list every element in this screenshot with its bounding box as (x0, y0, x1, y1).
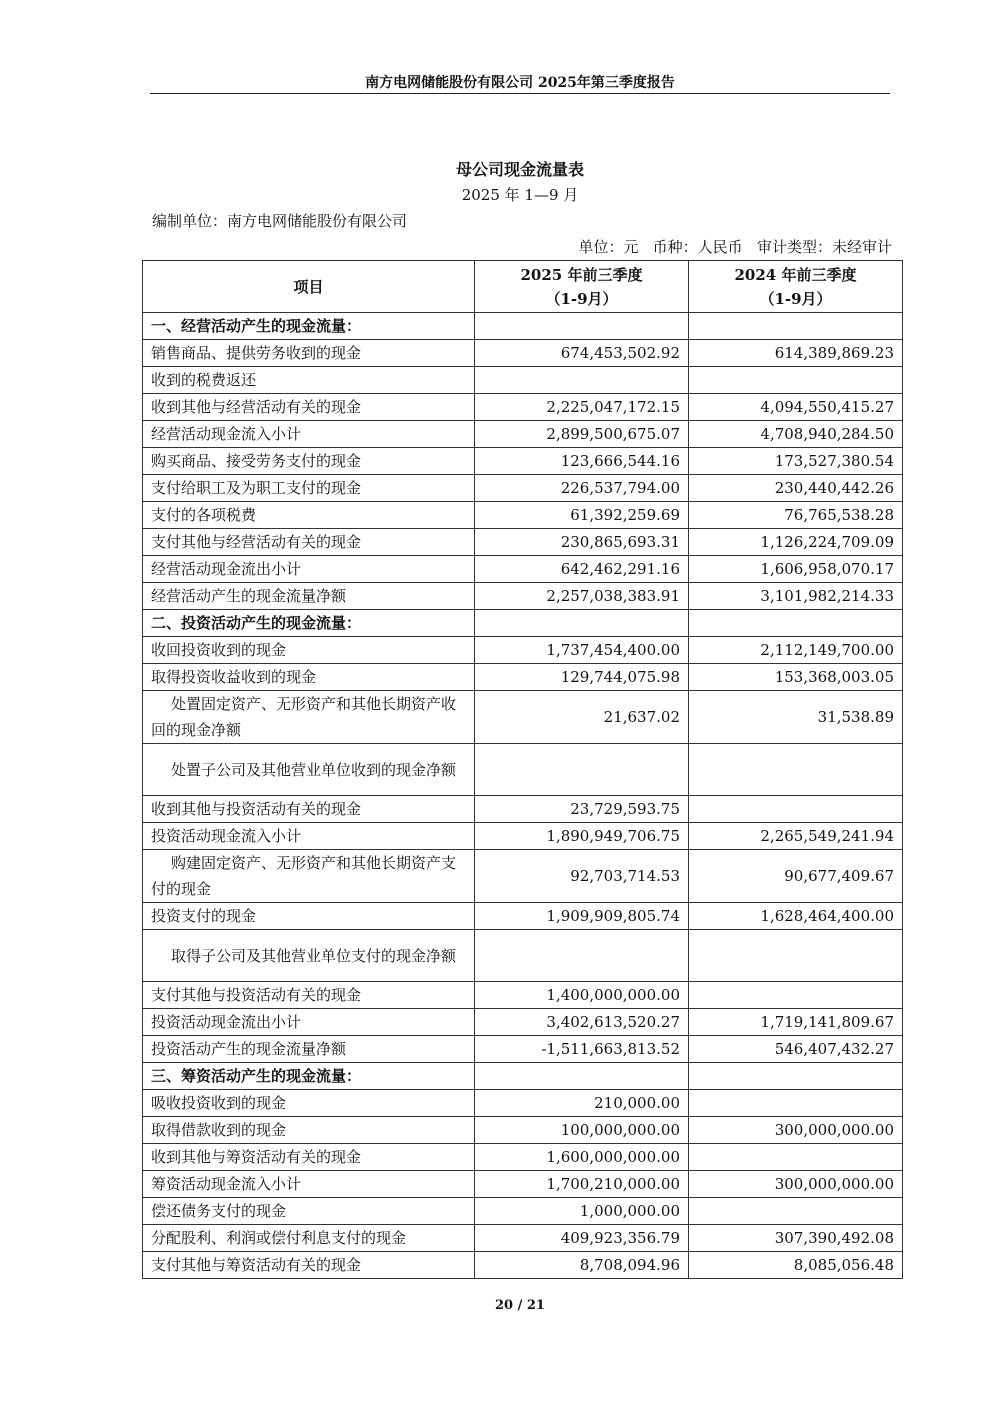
value-2025: 1,737,454,400.00 (475, 637, 689, 664)
row-label: 投资活动产生的现金流量净额 (143, 1036, 475, 1063)
row-label: 偿还债务支付的现金 (143, 1198, 475, 1225)
running-header: 南方电网储能股份有限公司 2025年第三季度报告 (365, 75, 675, 91)
table-row (143, 583, 903, 610)
row-label: 收到的税费返还 (143, 367, 475, 394)
table-row (143, 1171, 903, 1198)
table-row (143, 1009, 903, 1036)
table-row (143, 502, 903, 529)
table-row (143, 982, 903, 1009)
value-2025: 2,225,047,172.15 (475, 394, 689, 421)
row-label: 销售商品、提供劳务收到的现金 (143, 340, 475, 367)
row-label: 取得子公司及其他营业单位支付的现金净额 (143, 930, 475, 982)
value-2025: 210,000.00 (475, 1090, 689, 1117)
table-body (143, 313, 903, 1279)
value-2024 (689, 744, 903, 796)
header-item: 项目 (143, 261, 475, 313)
value-2024: 546,407,432.27 (689, 1036, 903, 1063)
table-row (143, 1036, 903, 1063)
value-2025: 61,392,259.69 (475, 502, 689, 529)
table-row (143, 313, 903, 340)
header-2024-title: 2024 年前三季度 (734, 265, 857, 284)
row-label: 经营活动产生的现金流量净额 (143, 583, 475, 610)
table-row (143, 529, 903, 556)
row-label: 支付其他与筹资活动有关的现金 (143, 1252, 475, 1279)
section-heading: 三、筹资活动产生的现金流量： (143, 1063, 475, 1090)
value-2025: 23,729,593.75 (475, 796, 689, 823)
value-2024: 300,000,000.00 (689, 1171, 903, 1198)
row-label: 处置固定资产、无形资产和其他长期资产收回的现金净额 (143, 691, 475, 744)
row-label: 支付其他与投资活动有关的现金 (143, 982, 475, 1009)
value-2024 (689, 610, 903, 637)
row-label: 投资支付的现金 (143, 903, 475, 930)
value-2024 (689, 1063, 903, 1090)
unit-currency-audit-line: 单位：元 币种：人民币 审计类型：未经审计 (578, 238, 892, 256)
row-label: 取得投资收益收到的现金 (143, 664, 475, 691)
row-label: 投资活动现金流出小计 (143, 1009, 475, 1036)
header-rule (150, 93, 890, 94)
header-2025 (475, 261, 689, 313)
value-2025: 226,537,794.00 (475, 475, 689, 502)
value-2025: 1,600,000,000.00 (475, 1144, 689, 1171)
row-label: 收回投资收到的现金 (143, 637, 475, 664)
value-2024: 307,390,492.08 (689, 1225, 903, 1252)
document-title: 母公司现金流量表 (455, 160, 584, 179)
table-row (143, 475, 903, 502)
row-label: 购买商品、接受劳务支付的现金 (143, 448, 475, 475)
value-2024: 76,765,538.28 (689, 502, 903, 529)
value-2025: 674,453,502.92 (475, 340, 689, 367)
row-label: 支付其他与经营活动有关的现金 (143, 529, 475, 556)
row-label: 处置子公司及其他营业单位收到的现金净额 (143, 744, 475, 796)
row-label: 购建固定资产、无形资产和其他长期资产支付的现金 (143, 850, 475, 903)
value-2024: 1,126,224,709.09 (689, 529, 903, 556)
value-2024: 31,538.89 (689, 691, 903, 744)
value-2025 (475, 930, 689, 982)
value-2024: 4,094,550,415.27 (689, 394, 903, 421)
value-2024: 90,677,409.67 (689, 850, 903, 903)
document-period: 2025 年 1—9 月 (461, 186, 579, 204)
value-2025 (475, 1063, 689, 1090)
value-2025: 100,000,000.00 (475, 1117, 689, 1144)
table-row (143, 823, 903, 850)
table-row (143, 340, 903, 367)
table-row (143, 556, 903, 583)
row-label: 吸收投资收到的现金 (143, 1090, 475, 1117)
row-label: 收到其他与投资活动有关的现金 (143, 796, 475, 823)
value-2025: 230,865,693.31 (475, 529, 689, 556)
value-2024: 4,708,940,284.50 (689, 421, 903, 448)
value-2024 (689, 930, 903, 982)
value-2024 (689, 1090, 903, 1117)
value-2025: 409,923,356.79 (475, 1225, 689, 1252)
header-2025-period: （1-9月） (545, 289, 618, 308)
value-2024: 230,440,442.26 (689, 475, 903, 502)
table-row (143, 903, 903, 930)
table-row (143, 448, 903, 475)
cash-flow-table (142, 260, 903, 1279)
value-2025 (475, 313, 689, 340)
value-2024 (689, 313, 903, 340)
value-2025: 3,402,613,520.27 (475, 1009, 689, 1036)
section-heading: 二、投资活动产生的现金流量： (143, 610, 475, 637)
header-2024 (689, 261, 903, 313)
value-2025: 1,700,210,000.00 (475, 1171, 689, 1198)
table-row (143, 744, 903, 796)
table-row (143, 637, 903, 664)
table-row (143, 1252, 903, 1279)
value-2025: 129,744,075.98 (475, 664, 689, 691)
value-2024 (689, 982, 903, 1009)
table-row (143, 421, 903, 448)
value-2025: 21,637.02 (475, 691, 689, 744)
value-2024: 8,085,056.48 (689, 1252, 903, 1279)
table-row (143, 610, 903, 637)
table-row (143, 1063, 903, 1090)
row-label: 收到其他与经营活动有关的现金 (143, 394, 475, 421)
value-2025: 1,400,000,000.00 (475, 982, 689, 1009)
table-row (143, 367, 903, 394)
value-2025: -1,511,663,813.52 (475, 1036, 689, 1063)
value-2024 (689, 1198, 903, 1225)
page-number: 20 / 21 (495, 1298, 545, 1313)
row-label: 支付的各项税费 (143, 502, 475, 529)
value-2025: 1,000,000.00 (475, 1198, 689, 1225)
value-2024 (689, 367, 903, 394)
value-2025 (475, 744, 689, 796)
value-2024: 3,101,982,214.33 (689, 583, 903, 610)
row-label: 投资活动现金流入小计 (143, 823, 475, 850)
value-2025 (475, 367, 689, 394)
table-row (143, 850, 903, 903)
value-2024: 153,368,003.05 (689, 664, 903, 691)
value-2024 (689, 796, 903, 823)
table-row (143, 664, 903, 691)
table-row (143, 796, 903, 823)
value-2024: 1,719,141,809.67 (689, 1009, 903, 1036)
value-2024 (689, 1144, 903, 1171)
value-2024: 1,628,464,400.00 (689, 903, 903, 930)
value-2025: 1,909,909,805.74 (475, 903, 689, 930)
value-2024: 300,000,000.00 (689, 1117, 903, 1144)
value-2024: 2,112,149,700.00 (689, 637, 903, 664)
value-2025: 92,703,714.53 (475, 850, 689, 903)
value-2025: 2,899,500,675.07 (475, 421, 689, 448)
header-2024-period: （1-9月） (759, 289, 832, 308)
table-header-row (143, 261, 903, 313)
row-label: 经营活动现金流出小计 (143, 556, 475, 583)
row-label: 分配股利、利润或偿付利息支付的现金 (143, 1225, 475, 1252)
value-2025: 8,708,094.96 (475, 1252, 689, 1279)
row-label: 取得借款收到的现金 (143, 1117, 475, 1144)
value-2025: 2,257,038,383.91 (475, 583, 689, 610)
table-row (143, 691, 903, 744)
table-row (143, 1198, 903, 1225)
table-row (143, 394, 903, 421)
table-row (143, 1225, 903, 1252)
table-row (143, 1117, 903, 1144)
row-label: 收到其他与筹资活动有关的现金 (143, 1144, 475, 1171)
row-label: 支付给职工及为职工支付的现金 (143, 475, 475, 502)
section-heading: 一、经营活动产生的现金流量： (143, 313, 475, 340)
row-label: 筹资活动现金流入小计 (143, 1171, 475, 1198)
table-row (143, 1090, 903, 1117)
table-row (143, 930, 903, 982)
header-2025-title: 2025 年前三季度 (520, 265, 643, 284)
compiling-unit: 编制单位：南方电网储能股份有限公司 (152, 212, 408, 230)
row-label: 经营活动现金流入小计 (143, 421, 475, 448)
value-2025: 642,462,291.16 (475, 556, 689, 583)
value-2024: 614,389,869.23 (689, 340, 903, 367)
value-2025 (475, 610, 689, 637)
table-row (143, 1144, 903, 1171)
value-2024: 2,265,549,241.94 (689, 823, 903, 850)
value-2025: 1,890,949,706.75 (475, 823, 689, 850)
value-2025: 123,666,544.16 (475, 448, 689, 475)
value-2024: 173,527,380.54 (689, 448, 903, 475)
value-2024: 1,606,958,070.17 (689, 556, 903, 583)
